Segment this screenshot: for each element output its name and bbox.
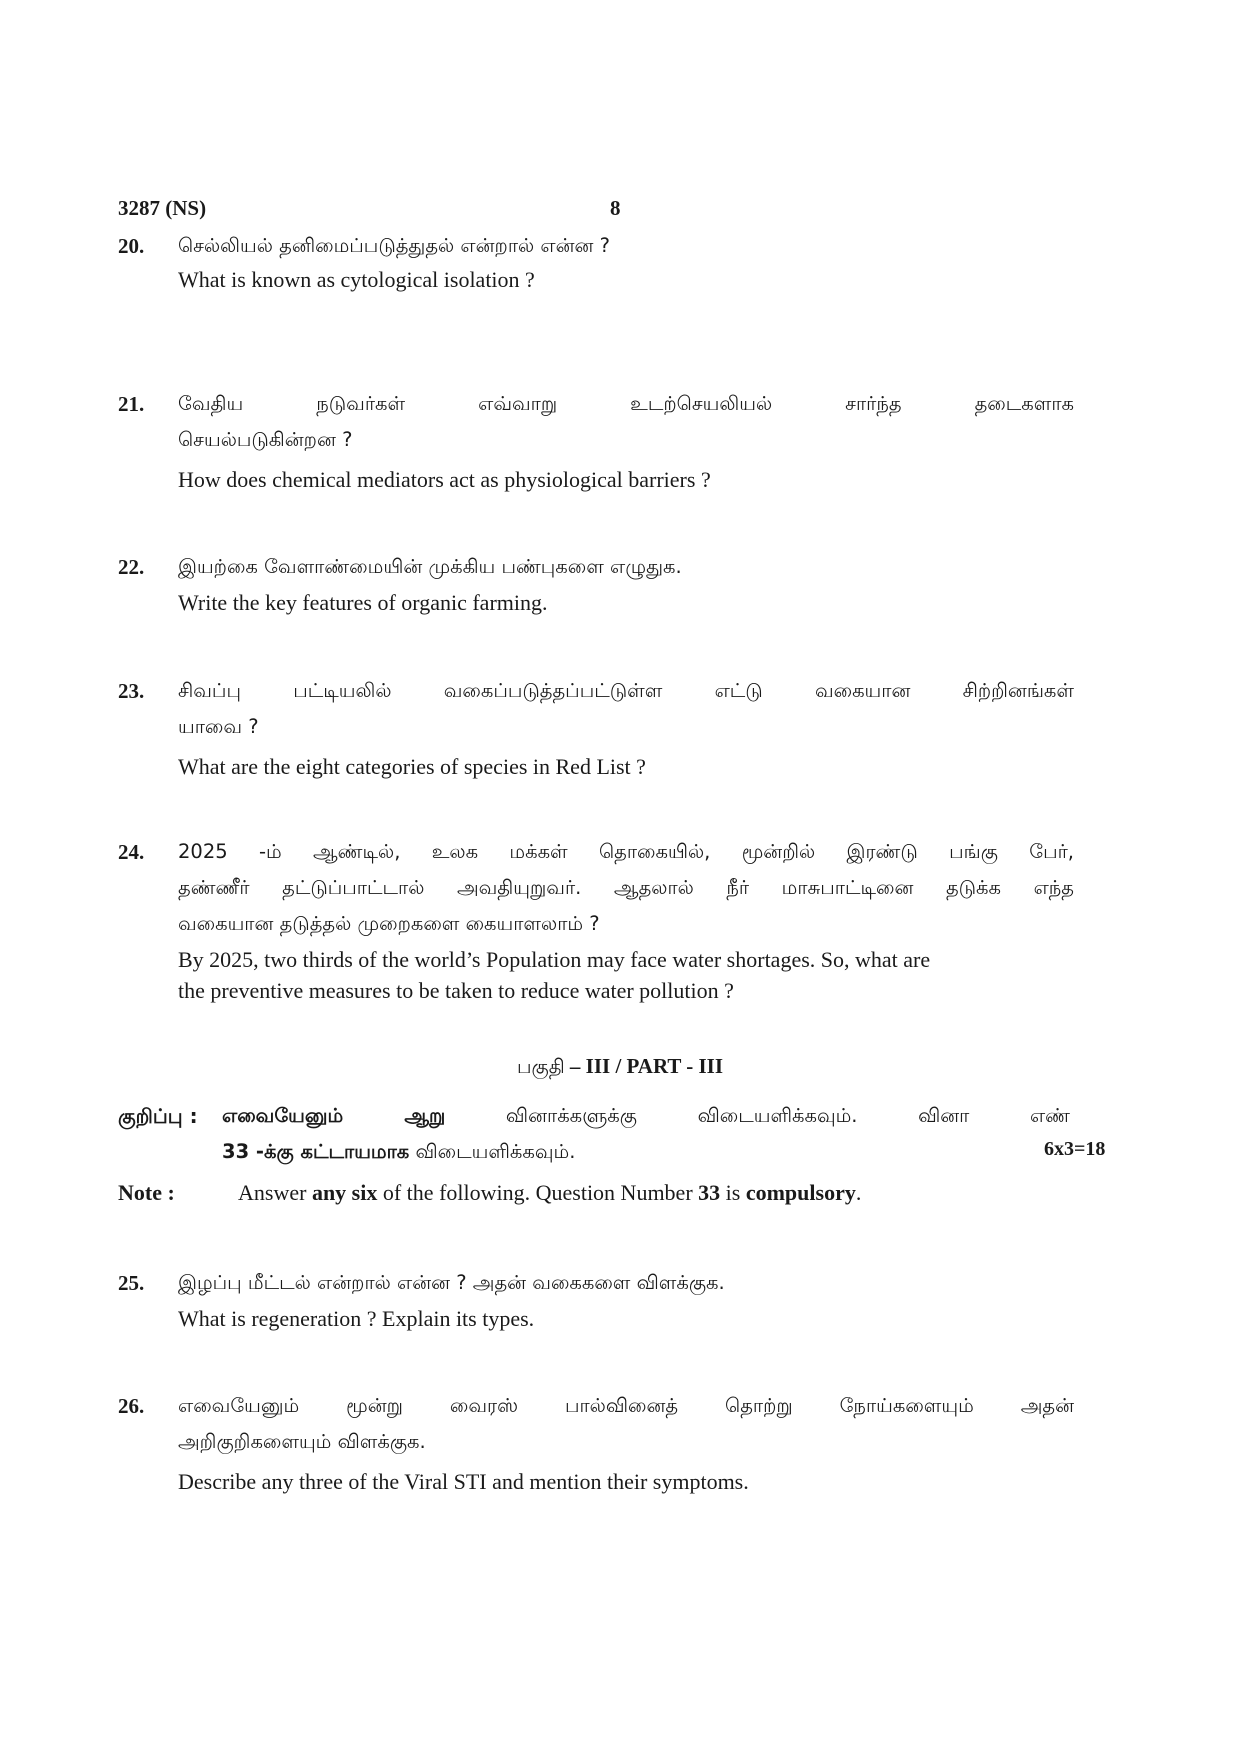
note-tamil-text: வினாக்களுக்கு விடையளிக்கவும். வினா எண் xyxy=(445,1104,1070,1127)
question-text-tamil-line: வகையான தடுத்தல் முறைகளை கையாளலாம் ? xyxy=(178,912,600,935)
question-number: 21. xyxy=(118,392,145,416)
marks-allocation: 6x3=18 xyxy=(1044,1138,1106,1160)
page-number: 8 xyxy=(610,196,621,220)
question-number: 26. xyxy=(118,1394,145,1418)
question-text-tamil: இயற்கை வேளாண்மையின் முக்கிய பண்புகளை எழுதுக. xyxy=(178,555,682,578)
paper-code: 3287 (NS) xyxy=(118,196,207,220)
question-body xyxy=(178,549,1074,618)
note-label-tamil: குறிப்பு : xyxy=(118,1104,198,1128)
note-tamil-emphasis: எவையேனும் ஆறு xyxy=(222,1104,446,1127)
note-english-emphasis: 33 xyxy=(698,1180,721,1205)
note-english xyxy=(238,1180,861,1206)
question-number: 20. xyxy=(118,234,145,258)
part-heading-tamil: பகுதி xyxy=(516,1055,565,1078)
question-number: 25. xyxy=(118,1271,145,1295)
question-text-english: Write the key features of organic farming. xyxy=(178,590,548,615)
question-text-tamil-line: சிவப்பு பட்டியலில் வகைப்படுத்தப்பட்டுள்ள எட்டு வகையான சிற்றினங்கள் xyxy=(178,679,1074,702)
part-heading-english: PART - III xyxy=(626,1054,724,1078)
question-text-tamil: இழப்பு மீட்டல் என்றால் என்ன ? அதன் வகைகளை விளக்குக. xyxy=(178,1271,725,1294)
question-text-english-line: By 2025, two thirds of the world’s Population may face water shortages. So, what are xyxy=(178,947,931,972)
part-heading xyxy=(0,1054,1240,1081)
question-text-tamil-line: தண்ணீர் தட்டுப்பாட்டால் அவதியுறுவர். ஆதலால் நீர் மாசுபாட்டினை தடுக்க எந்த xyxy=(178,876,1074,899)
question-text-tamil: செல்லியல் தனிமைப்படுத்துதல் என்றால் என்ன ? xyxy=(178,234,610,257)
note-english-emphasis: any six xyxy=(311,1180,378,1205)
question-text-english: What are the eight categories of species in Red List ? xyxy=(178,754,646,779)
question-text-tamil-line: வேதிய நடுவர்கள் எவ்வாறு உடற்செயலியல் சார்ந்த தடைகளாக xyxy=(178,392,1074,415)
note-tamil xyxy=(222,1098,1070,1170)
note-tamil-line xyxy=(222,1098,1070,1134)
question-body xyxy=(178,834,1074,1006)
question-text-english: How does chemical mediators act as physiological barriers ? xyxy=(178,467,711,492)
question-body xyxy=(178,386,1074,495)
question-body xyxy=(178,1265,1074,1334)
question-text-tamil-line: 2025 -ம் ஆண்டில், உலக மக்கள் தொகையில், மூன்றில் இரண்டு பங்கு பேர், xyxy=(178,840,1074,863)
note-english-text: Answer xyxy=(238,1180,312,1205)
note-tamil-line xyxy=(222,1134,1070,1170)
question-text-tamil-line: அறிகுறிகளையும் விளக்குக. xyxy=(178,1430,426,1453)
note-tamil-emphasis: 33 -க்கு கட்டாயமாக xyxy=(222,1140,410,1163)
note-label-english: Note : xyxy=(118,1180,175,1205)
note-english-text: . xyxy=(855,1180,862,1205)
question-text-english: What is regeneration ? Explain its types. xyxy=(178,1306,535,1331)
question-text-tamil-line: யாவை ? xyxy=(178,715,259,738)
question-number: 24. xyxy=(118,840,145,864)
note-english-emphasis: compulsory xyxy=(745,1180,856,1205)
question-text-tamil-line: எவையேனும் மூன்று வைரஸ் பால்வினைத் தொற்று நோய்களையும் அதன் xyxy=(178,1394,1074,1417)
part-heading-separator: – III / xyxy=(564,1054,627,1078)
note-tamil-text: விடையளிக்கவும். xyxy=(409,1140,576,1163)
question-text-tamil-line: செயல்படுகின்றன ? xyxy=(178,428,353,451)
question-text-english: What is known as cytological isolation ? xyxy=(178,267,535,292)
question-number: 22. xyxy=(118,555,145,579)
question-body xyxy=(178,1388,1074,1497)
note-english-text: of the following. Question Number xyxy=(377,1180,699,1205)
question-number: 23. xyxy=(118,679,145,703)
question-body xyxy=(178,228,1074,295)
question-text-english-line: the preventive measures to be taken to reduce water pollution ? xyxy=(178,978,734,1003)
note-english-text: is xyxy=(720,1180,746,1205)
question-text-english: Describe any three of the Viral STI and mention their symptoms. xyxy=(178,1469,749,1494)
question-body xyxy=(178,673,1074,782)
